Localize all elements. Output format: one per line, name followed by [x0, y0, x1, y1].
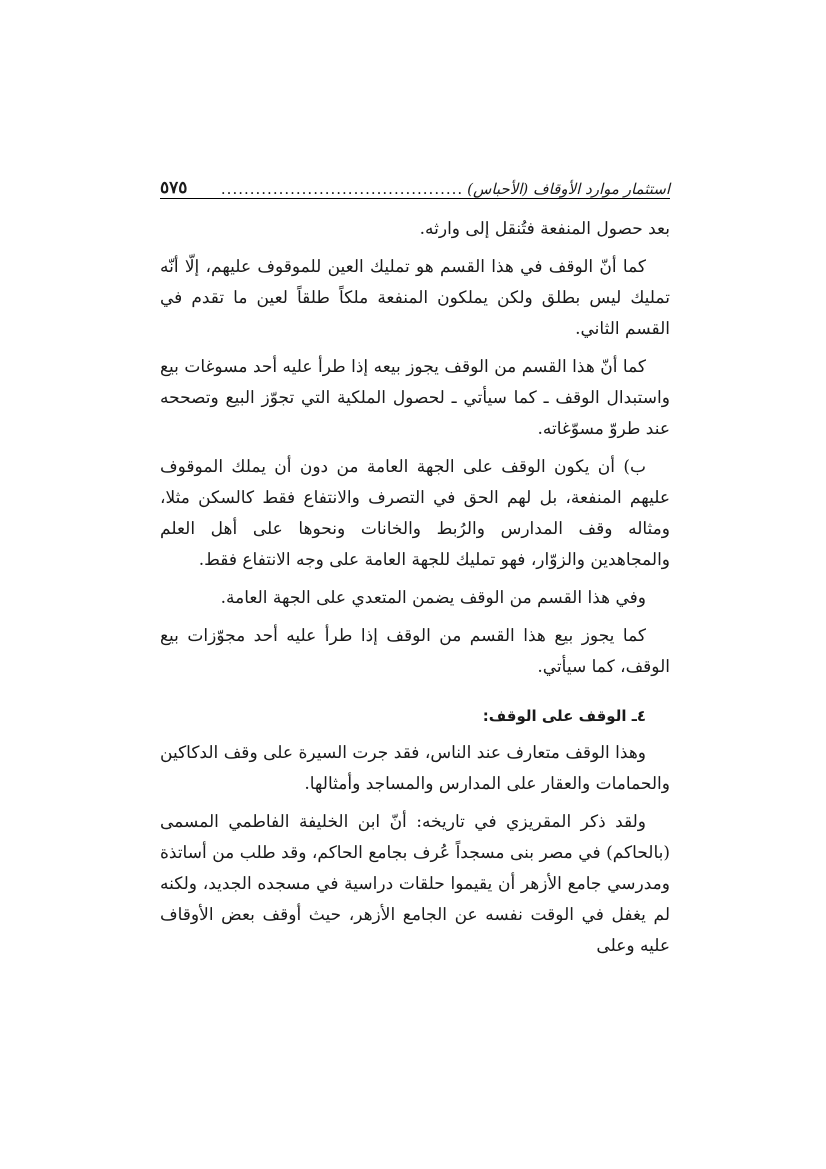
paragraph: وهذا الوقف متعارف عند الناس، فقد جرت السيرة على وقف الدكاكين والحمامات والعقار على المدارس والمساجد وأمثالها. — [160, 743, 670, 794]
paragraph: كما أنّ الوقف في هذا القسم هو تمليك العين للموقوف عليهم، إلّا أنّه تمليك ليس بطلق ولكن يملكون المنفعة ملكاً طلقاً لعين ما تقدم في القسم الثاني. — [160, 257, 670, 339]
page-body — [160, 214, 670, 969]
paragraph: وفي هذا القسم من الوقف يضمن المتعدي على الجهة العامة. — [220, 588, 646, 608]
paragraph: ب) أن يكون الوقف على الجهة العامة من دون أن يملك الموقوف عليهم المنفعة، بل لهم الحق في التصرف والانتفاع فقط كالسكن مثلا، ومثاله وقف المدارس والرُبط والخانات ونحوها على أهل العلم والمجاهدين والزوّار، فهو تمليك للجهة العامة على وجه الانتفاع فقط. — [160, 457, 670, 570]
running-header-title: استثمار موارد الأوقاف (الأحباس) — [467, 180, 670, 198]
section-heading: ٤ـ الوقف على الوقف: — [482, 707, 646, 725]
paragraph: ولقد ذكر المقريزي في تاريخه: أنّ ابن الخليفة الفاطمي المسمى (بالحاكم) في مصر بنى مسجداً عُرف بجامع الحاكم، وقد طلب من أساتذة ومدرسي جامع الأزهر أن يقيموا حلقات دراسية في مسجده الجديد، ولكنه لم يغفل في الوقت نفسه عن الجامع الأزهر، حيث أوقف بعض الأوقاف عليه وعلى — [160, 812, 670, 956]
paragraph: كما أنّ هذا القسم من الوقف يجوز بيعه إذا طرأ عليه أحد مسوغات بيع واستبدال الوقف ـ كما سيأتي ـ لحصول الملكية التي تجوّز البيع وتصححه عند طروّ مسوّغاته. — [160, 357, 670, 439]
paragraph: كما يجوز بيع هذا القسم من الوقف إذا طرأ عليه أحد مجوّزات بيع الوقف، كما سيأتي. — [160, 626, 670, 677]
paragraph-continuation: بعد حصول المنفعة فتُنقل إلى وارثه. — [419, 219, 670, 239]
header-dot-leader: .......................................... — [220, 180, 464, 198]
running-header — [160, 172, 670, 199]
page-number: ٥٧٥ — [160, 178, 188, 198]
